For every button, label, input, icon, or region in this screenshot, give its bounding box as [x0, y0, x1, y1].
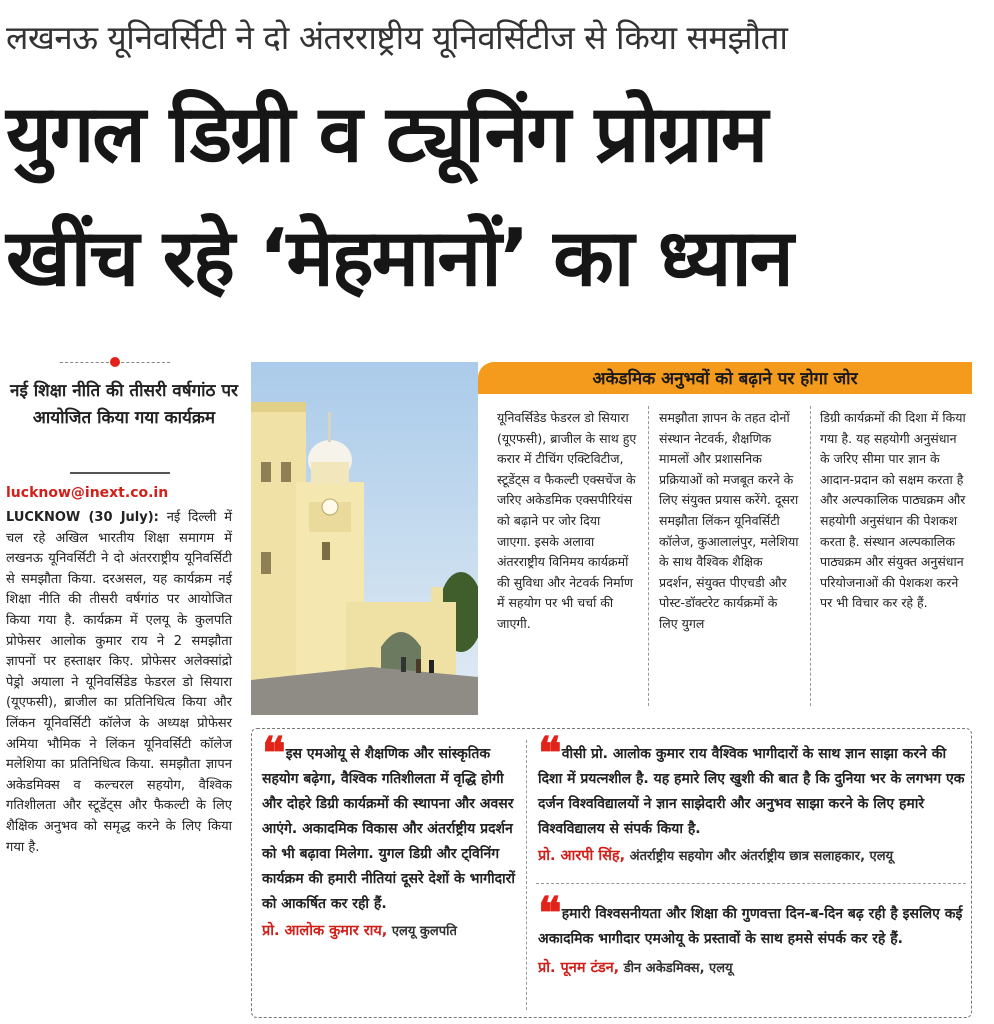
article-body: [6, 508, 232, 858]
ornament-divider: [60, 356, 170, 368]
sidebar-subhead: नई शिक्षा नीति की तीसरी वर्षगांठ पर आयोजित किया गया कार्यक्रम: [10, 381, 238, 428]
quote-rp-singh: [538, 728, 966, 869]
column-2-text: समझौता ज्ञापन के तहत दोनों संस्थान नेटवर्क, शैक्षणिक मामलों और प्रशासनिक प्रक्रियाओं को मजबूत करने के लिए संयुक्त प्रयास करेंगे. दूसरा समझौता लिंकन यूनिवर्सिटी कॉलेज, कुआलालंपुर, मलेशिया के साथ वैश्विक शैक्षिक प्रदर्शन, संयुक्त पीएचडी और पोस्ट-डॉक्टरेट कार्यक्रमों के लिए युगल: [659, 410, 799, 631]
quote-attribution: [538, 956, 966, 981]
quote-mark-icon: ❝: [538, 728, 556, 779]
column-divider: [810, 406, 811, 706]
sidebar-rule: [70, 472, 170, 474]
quotes-horizontal-divider: [536, 883, 966, 884]
quote-vc: [262, 728, 516, 944]
main-headline-line1: युगल डिग्री व ट्यूनिंग प्रोग्राम: [6, 88, 767, 180]
dateline: LUCKNOW (30 July):: [6, 510, 159, 525]
quotes-vertical-divider: [526, 740, 527, 1010]
kicker-headline: लखनऊ यूनिवर्सिटी ने दो अंतरराष्ट्रीय यूनिवर्सिटीज से किया समझौता: [6, 18, 788, 57]
quote-author-name: प्रो. आलोक कुमार राय,: [262, 923, 388, 939]
section-banner-title: अकेडमिक अनुभवों को बढ़ाने पर होगा जोर: [592, 369, 858, 389]
quote-author-name: प्रो. पूनम टंडन,: [538, 960, 620, 976]
quote-mark-icon: ❝: [538, 888, 556, 939]
quote-attribution: [262, 919, 516, 944]
quote-poonam-tandon: [538, 888, 966, 981]
quote-attribution: [538, 844, 966, 869]
column-3-text: डिग्री कार्यक्रमों की दिशा में किया गया है. यह सहयोगी अनुसंधान के जरिए सीमा पार ज्ञान के आदान-प्रदान को सक्षम करता है और अल्पकालिक पाठ्यक्रम और सहयोगी अनुसंधान की पेशकश करता है. संस्थान अल्पकालिक पाठ्यक्रम और संयुक्त अनुसंधान परियोजनाओं की पेशकश करने पर भी विचार कर रहे हैं.: [820, 410, 966, 611]
quote-author-name: प्रो. आरपी सिंह,: [538, 848, 626, 864]
column-divider: [648, 406, 649, 706]
university-building-photo: [251, 362, 478, 715]
quote-text: वीसी प्रो. आलोक कुमार राय वैश्विक भागीदारों के साथ ज्ञान साझा करने की दिशा में प्रयत्नशील है. यह हमारे लिए खुशी की बात है कि दुनिया भर के लगभग एक दर्जन विश्वविद्यालयों ने ज्ञान साझेदारी और अनुभव साझा करने के लिए हमारे विश्वविद्यालय से संपर्क किया है.: [538, 746, 965, 837]
quote-author-role: एलयू कुलपति: [391, 924, 457, 939]
quote-author-role: डीन अकेडमिक्स, एलयू: [623, 961, 733, 976]
main-headline-line2: खींच रहे ‘मेहमानों’ का ध्यान: [6, 212, 792, 304]
reporter-email: lucknow@inext.co.in: [6, 485, 169, 501]
quote-text: हमारी विश्वसनीयता और शिक्षा की गुणवत्ता दिन-ब-दिन बढ़ रही है इसलिए कई अकादमिक भागीदार एमओयू के प्रस्तावों के साथ हमसे संपर्क कर रहे हैं.: [538, 906, 963, 947]
article-body-text: नई दिल्ली में चल रहे अखिल भारतीय शिक्षा समागम में लखनऊ यूनिवर्सिटी ने दो अंतरराष्ट्रीय यूनिवर्सिटी से समझौता किया. दरअसल, यह कार्यक्रम नई शिक्षा नीति की तीसरी वर्षगांठ पर आयोजित किया गया है. कार्यक्रम में एलयू के कुलपति प्रोफेसर आलोक कुमार राय ने 2 समझौता ज्ञापनों पर हस्ताक्षर किए. प्रोफेसर अलेक्सांद्रो पेड्रो अयाला ने यूनिवर्सिडेड फेडरल डो सियारा (यूएफसी), ब्राजील का प्रतिनिधित्व किया और लिंकन यूनिवर्सिटी कॉलेज के अध्यक्ष प्रोफेसर अमिया भौमिक ने लिंकन यूनिवर्सिटी कॉलेज मलेशिया का प्रतिनिधित्व किया. समझौता ज्ञापन अकेडमिक्स व कल्चरल सहयोग, वैश्विक गतिशीलता और स्टूडेंट्स और फैकल्टी के लिए शैक्षिक अनुभव को समृद्ध करने के लिए किया गया है.: [6, 510, 232, 855]
quote-mark-icon: ❝: [262, 728, 280, 779]
quote-author-role: अंतर्राष्ट्रीय सहयोग और अंतर्राष्ट्रीय छात्र सलाहकार, एलयू: [629, 849, 894, 864]
column-1-text: यूनिवर्सिडेड फेडरल डो सियारा (यूएफसी), ब्राजील के साथ हुए करार में टीचिंग एक्टिविटीज, स्टूडेंट्स व फैकल्टी एक्सचेंज के जरिए अकेडमिक एक्सपीरियंस को बढ़ाने पर जोर दिया जाएगा. इसके अलावा अंतरराष्ट्रीय विनिमय कार्यक्रमों की सुविधा और नेटवर्क निर्माण में सहयोग पर भी चर्चा की जाएगी.: [497, 410, 637, 631]
quote-text: इस एमओयू से शैक्षणिक और सांस्कृतिक सहयोग बढ़ेगा, वैश्विक गतिशीलता में वृद्धि होगी और दोहरे डिग्री कार्यक्रमों की स्थापना और अवसर आएंगे. अकादमिक विकास और अंतर्राष्ट्रीय प्रदर्शन को भी बढ़ावा मिलेगा. युगल डिग्री और ट्विनिंग कार्यक्रम की हमारी नीतियां दूसरे देशों के भागीदारों को आकर्षित कर रही हैं.: [262, 746, 515, 912]
